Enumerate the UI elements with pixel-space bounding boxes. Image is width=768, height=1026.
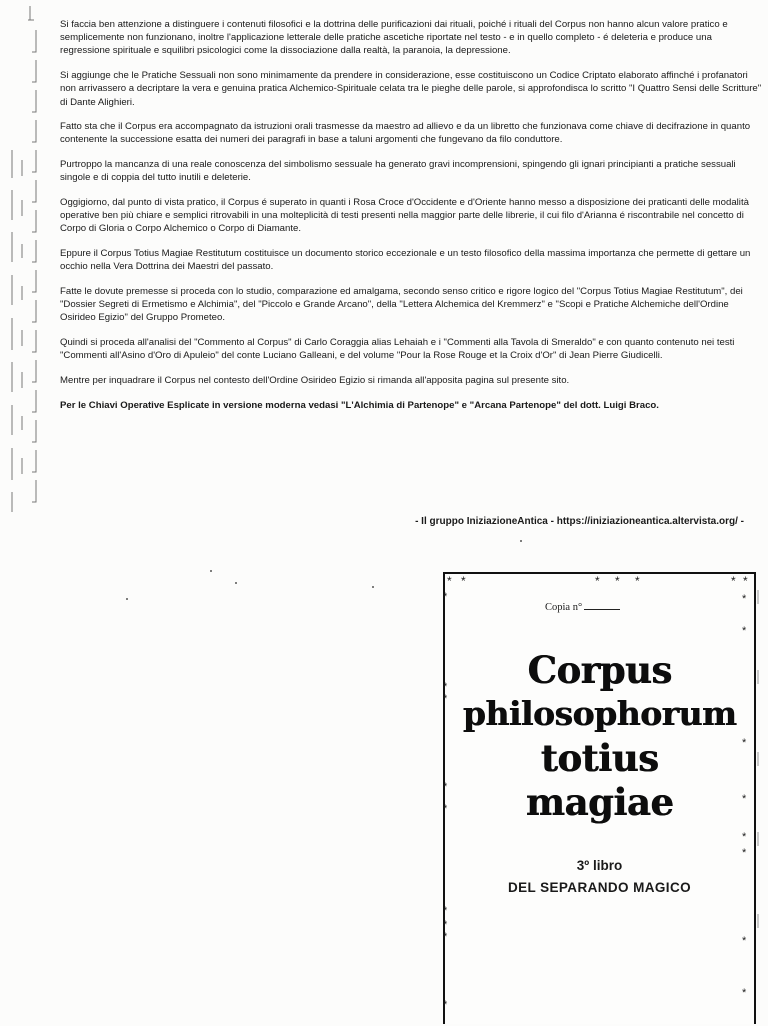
paragraph: Oggigiorno, dal punto di vista pratico, il Corpus é superato in quanti i Rosa Croce d'Occidente e d'Oriente hanno messo a disposizione dei praticanti delle modalità operative ben più chiare e semplici ritrovabili in una molteplicità di testi presenti nella maggior parte delle librerie, il cui filo d'Arianna é riscontrabile nel concetto di Corpo di Gloria o Corpo Alchemico o Corpo di Diamante. — [60, 197, 749, 235]
paragraph: Si aggiunge che le Pratiche Sessuali non sono minimamente da prendere in considerazione, esse costituiscono un Codice Criptato elaborato affinché i profanatori non arrivassero a decriptare la vera e genuina pratica Alchemico-Spirituale celata tra le pieghe delle parole, si approfondisca lo scritto "I Quattro Sensi delle Scritture" di Dante Alighieri. — [60, 70, 762, 108]
star-mark: * — [615, 574, 620, 588]
cover-title — [445, 648, 754, 824]
signature: - Il gruppo IniziazioneAntica - https://iniziazioneantica.altervista.org/ - — [415, 516, 744, 527]
paragraph: Fatte le dovute premesse si proceda con lo studio, comparazione ed amalgama, secondo senso critico e rigore logico del "Corpus Totius Magiae Restitutum", dei "Dossier Segreti di Ermetismo e Alchimia", del "Piccolo e Grande Arcano", della "Lettera Alchemica del Kremmerz" e "Scopi e Pratiche Alchemiche dell'Ordine Osirideo Egizio" del Gruppo Prometeo. — [60, 286, 743, 324]
star-mark: * — [742, 987, 747, 999]
cover-title-line: magiae — [525, 780, 674, 824]
paragraph: Purtroppo la mancanza di una reale conoscenza del simbolismo sessuale ha generato gravi incomprensioni, spingendo gli ignari principianti a pratiche sessuali singole e di coppia del tutto inutili e deleterie. — [60, 159, 736, 184]
bold-note: Per le Chiavi Operative Esplicate in versione moderna vedasi "L'Alchimia di Partenope" e "Arcana Partenope" del dott. Luigi Braco. — [60, 399, 659, 411]
star-mark: * — [447, 574, 452, 588]
copy-number-label: Copia n° — [545, 602, 583, 613]
star-mark: * — [443, 681, 448, 693]
star-mark: * — [743, 574, 748, 588]
star-mark: * — [742, 593, 747, 605]
cover-star-border-top — [445, 574, 754, 590]
cover-title-line: philosophorum — [462, 694, 737, 733]
star-mark: * — [595, 574, 600, 588]
star-mark: * — [742, 831, 747, 843]
paragraph: Quindi si proceda all'analisi del "Commento al Corpus" di Carlo Coraggia alias Lehaiah e i "Commenti alla Tavola di Smeraldo" e con quanto contenuto nei testi "Commenti all'Asino d'Oro di Apuleio" del conte Luciano Galleani, e del volume "Pour la Rose Rouge et la Croix d'Or" di Jean Pierre Giudicelli. — [60, 337, 735, 362]
scan-speck — [210, 570, 212, 572]
star-mark: * — [742, 935, 747, 947]
scan-speck — [235, 582, 237, 584]
star-mark: * — [443, 931, 448, 943]
paragraph: Si faccia ben attenzione a distinguere i contenuti filosofici e la dottrina delle purificazioni dai rituali, poiché i rituali del Corpus non hanno alcun valore pratico e semplicemente non funzionano, inoltre l'applicazione letterale delle pratiche ascetiche riportate nel testo - e in quello completo - é deleteria e produce una regressione spirituale e squilibri psicologici come la dissociazione dalla realtà, la paranoia, la depressione. — [60, 19, 728, 57]
scan-speck — [520, 540, 522, 542]
star-mark: * — [443, 693, 448, 705]
cover-title-line: Corpus — [527, 648, 672, 692]
star-mark: * — [443, 905, 448, 917]
star-mark: * — [443, 781, 448, 793]
book-cover — [443, 572, 756, 1024]
spiral-binding-left — [0, 0, 46, 530]
star-mark: * — [742, 793, 747, 805]
cover-subtitle: DEL SEPARANDO MAGICO — [507, 880, 691, 895]
star-mark: * — [742, 737, 747, 749]
scan-speck — [126, 598, 128, 600]
paragraph: Fatto sta che il Corpus era accompagnato da istruzioni orali trasmesse da maestro ad allievo e da un libretto che funzionava come chiave di decifrazione in quanto contenente la successione esatta dei numeri dei paragrafi in base a taluni argomenti che fungevano da filo conduttore. — [60, 121, 751, 146]
paragraph: Eppure il Corpus Totius Magiae Restitutum costituisce un documento storico eccezionale e un testo filosofico della massima importanza che permette di gettare un occhio nella Vera Dottrina dei Maestri del passato. — [60, 248, 751, 273]
star-mark: * — [443, 803, 448, 815]
copy-number-blank — [584, 609, 620, 610]
book-number: 3º libro — [576, 858, 623, 873]
cover-title-line: totius — [540, 736, 659, 780]
star-mark: * — [731, 574, 736, 588]
star-mark: * — [742, 847, 747, 859]
star-mark: * — [443, 919, 448, 931]
scan-speck — [372, 586, 374, 588]
star-mark: * — [443, 999, 448, 1011]
star-mark: * — [443, 591, 448, 603]
star-mark: * — [461, 574, 466, 588]
copy-number-field — [545, 602, 620, 613]
star-mark: * — [635, 574, 640, 588]
star-mark: * — [742, 625, 747, 637]
paragraph: Mentre per inquadrare il Corpus nel contesto dell'Ordine Osirideo Egizio si rimanda all'apposita pagina sul presente sito. — [60, 375, 570, 387]
article-text — [60, 18, 764, 423]
